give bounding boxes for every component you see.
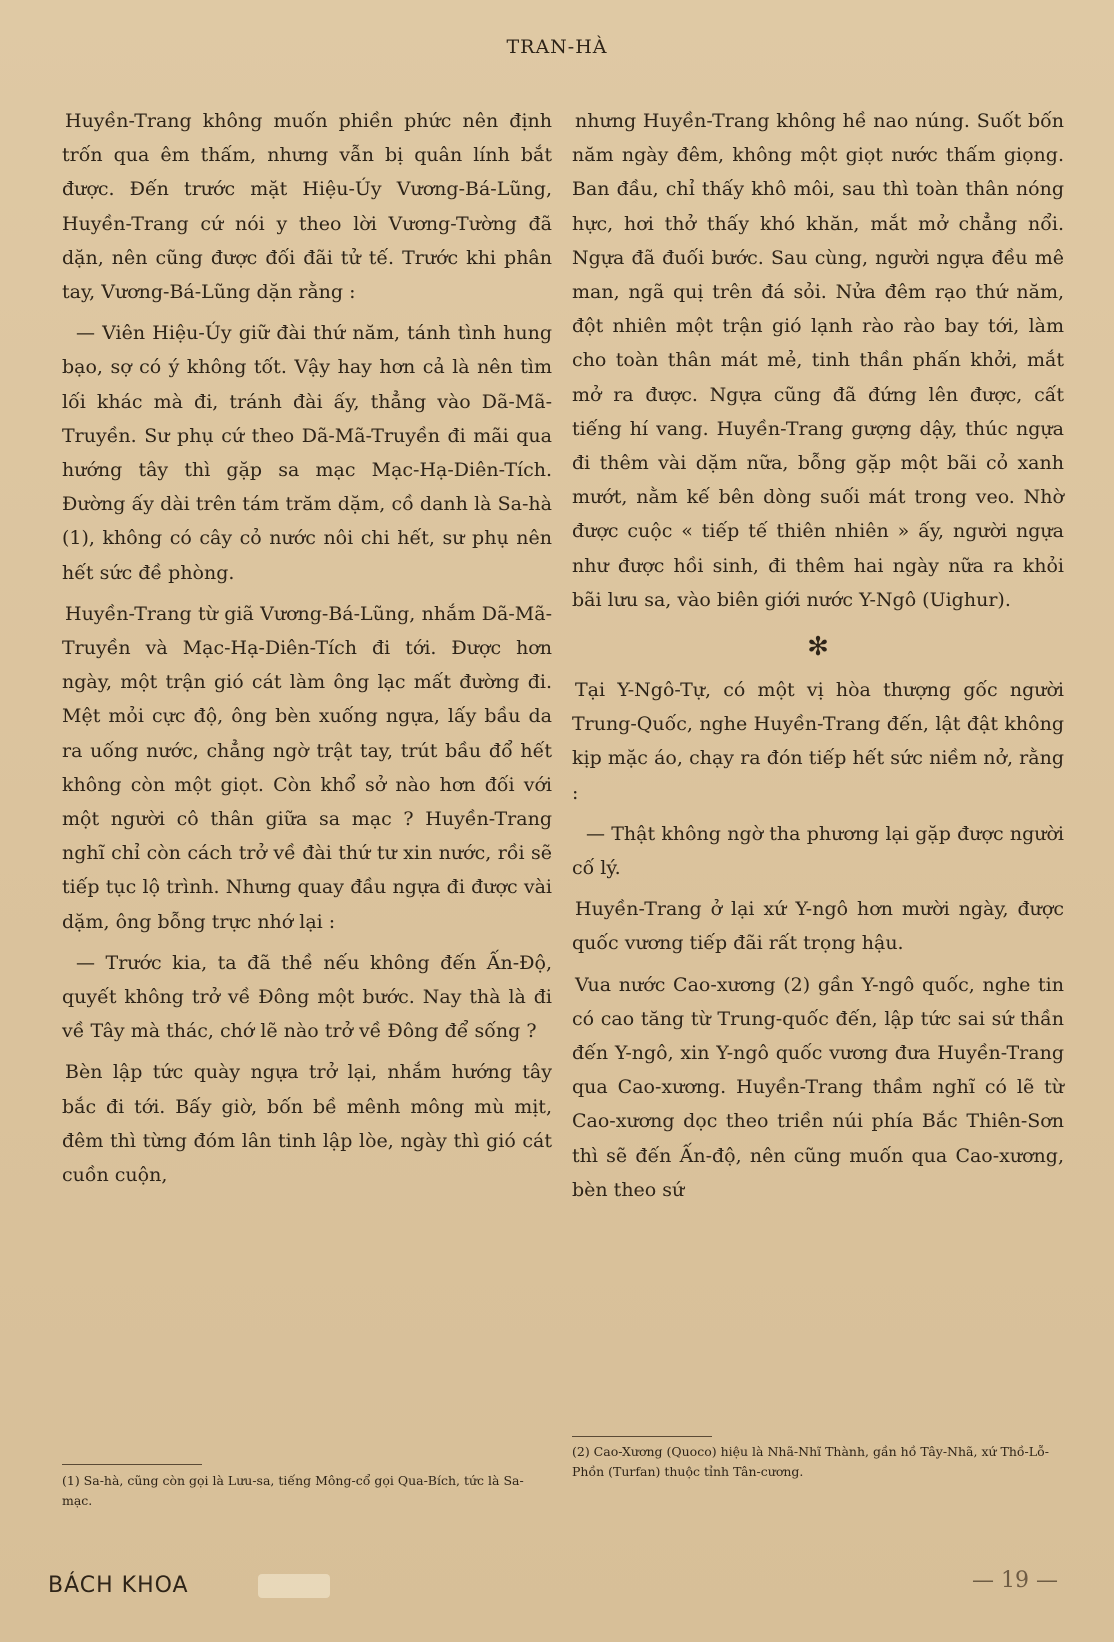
paragraph: nhưng Huyền-Trang không hề nao núng. Suốt bốn năm ngày đêm, không một giọt nước thấm giọng. Ban đầu, chỉ thấy khô môi, sau thì toàn thân nóng hực, hơi thở thấy khó khăn, mắt mở chẳng nổi. Ngựa đã đuối bước. Sau cùng, người ngựa đều mê man, ngã quị trên đá sỏi. Nửa đêm rạo thứ năm, đột nhiên một trận gió lạnh rào rào bay tới, làm cho toàn thân mát mẻ, tinh thần phấn khởi, mắt mở ra được. Ngựa cũng đã đứng lên được, cất tiếng hí vang. Huyền-Trang gượng dậy, thúc ngựa đi thêm vài dặm nữa, bỗng gặp một bãi cỏ xanh mướt, nằm kế bên dòng suối mát trong veo. Nhờ được cuộc « tiếp tế thiên nhiên » ấy, người ngựa như được hồi sinh, đi thêm hai ngày nữa ra khỏi bãi lưu sa, vào biên giới nước Y-Ngô (Uighur). [572, 110, 1064, 611]
paragraph: Bèn lập tức quày ngựa trở lại, nhắm hướng tây bắc đi tới. Bấy giờ, bốn bề mênh mông mù mịt, đêm thì từng đóm lân tinh lập lòe, ngày thì gió cát cuồn cuộn, [62, 1061, 552, 1187]
paragraph: Huyền-Trang không muốn phiền phức nên định trốn qua êm thấm, nhưng vẫn bị quân lính bắt được. Đến trước mặt Hiệu-Úy Vương-Bá-Lũng, Huyền-Trang cứ nói y theo lời Vương-Tường đã dặn, nên cũng được đối đãi tử tế. Trước khi phân tay, Vương-Bá-Lũng dặn rằng : [62, 110, 552, 304]
page-header: TRAN-HÀ [506, 36, 608, 58]
footnote-2: (2) Cao-Xương (Quoco) hiệu là Nhã-Nhĩ Thành, gần hồ Tây-Nhã, xứ Thồ-Lỗ-Phồn (Turfan) thuộc tỉnh Tân-cương. [572, 1444, 1049, 1479]
paragraph-dialog: — Viên Hiệu-Úy giữ đài thứ năm, tánh tình hung bạo, sợ có ý không tốt. Vậy hay hơn cả là nên tìm lối khác mà đi, tránh đài ấy, thẳng vào Dã-Mã-Truyền. Sư phụ cứ theo Dã-Mã-Truyền đi mãi qua hướng tây thì gặp sa mạc Mạc-Hạ-Diên-Tích. Đường ấy dài trên tám trăm dặm, cồ danh là Sa-hà (1), không có cây cỏ nước nôi chi hết, sư phụ nên hết sức đề phòng. [62, 322, 552, 584]
paragraph: Vua nước Cao-xương (2) gần Y-ngô quốc, nghe tin có cao tăng từ Trung-quốc đến, lập tức sai sứ thần đến Y-ngô, xin Y-ngô quốc vương đưa Huyền-Trang qua Cao-xương. Huyền-Trang thầm nghĩ có lẽ từ Cao-xương dọc theo triền núi phía Bắc Thiên-Sơn thì sẽ đến Ấn-độ, nên cũng muốn qua Cao-xương, bèn theo sứ [572, 973, 1064, 1201]
magazine-name: BÁCH KHOA [48, 1573, 189, 1598]
paragraph-dialog: — Thật không ngờ tha phương lại gặp được người cố lý. [572, 822, 1064, 880]
footnote-1: (1) Sa-hà, cũng còn gọi là Lưu-sa, tiếng Mông-cổ gọi Qua-Bích, tức là Sa-mạc. [62, 1473, 524, 1508]
footnote-rule [572, 1436, 712, 1437]
paragraph-dialog: — Trước kia, ta đã thề nếu không đến Ấn-Độ, quyết không trở về Đông một bước. Nay thà là đi về Tây mà thác, chớ lẽ nào trở về Đông để sống ? [62, 951, 552, 1043]
paragraph: Huyền-Trang từ giã Vương-Bá-Lũng, nhắm Dã-Mã-Truyền và Mạc-Hạ-Diên-Tích đi tới. Được hơn ngày, một trận gió cát làm ông lạc mất đường đi. Mệt mỏi cực độ, ông bèn xuống ngựa, lấy bầu da ra uống nước, chẳng ngờ trật tay, trút bầu đổ hết không còn một giọt. Còn khổ sở nào hơn đối với một người cô thân giữa sa mạc ? Huyền-Trang nghĩ chỉ còn cách trở về đài thứ tư xin nước, rồi sẽ tiếp tục lộ trình. Nhưng quay đầu ngựa đi được vài dặm, ông bỗng trực nhớ lại : [62, 602, 552, 933]
footnote-rule [62, 1464, 202, 1465]
right-column [572, 104, 1064, 1214]
paragraph: Huyền-Trang ở lại xứ Y-ngô hơn mười ngày, được quốc vương tiếp đãi rất trọng hậu. [572, 898, 1064, 955]
section-separator: ✻ [807, 632, 829, 663]
left-column [62, 104, 552, 1199]
page-number: — 19 — [972, 1568, 1058, 1593]
paragraph: Tại Y-Ngô-Tự, có một vị hòa thượng gốc người Trung-Quốc, nghe Huyền-Trang đến, lật đật không kịp mặc áo, chạy ra đón tiếp hết sức niềm nở, rằng : [572, 679, 1064, 804]
print-smudge [258, 1574, 330, 1598]
